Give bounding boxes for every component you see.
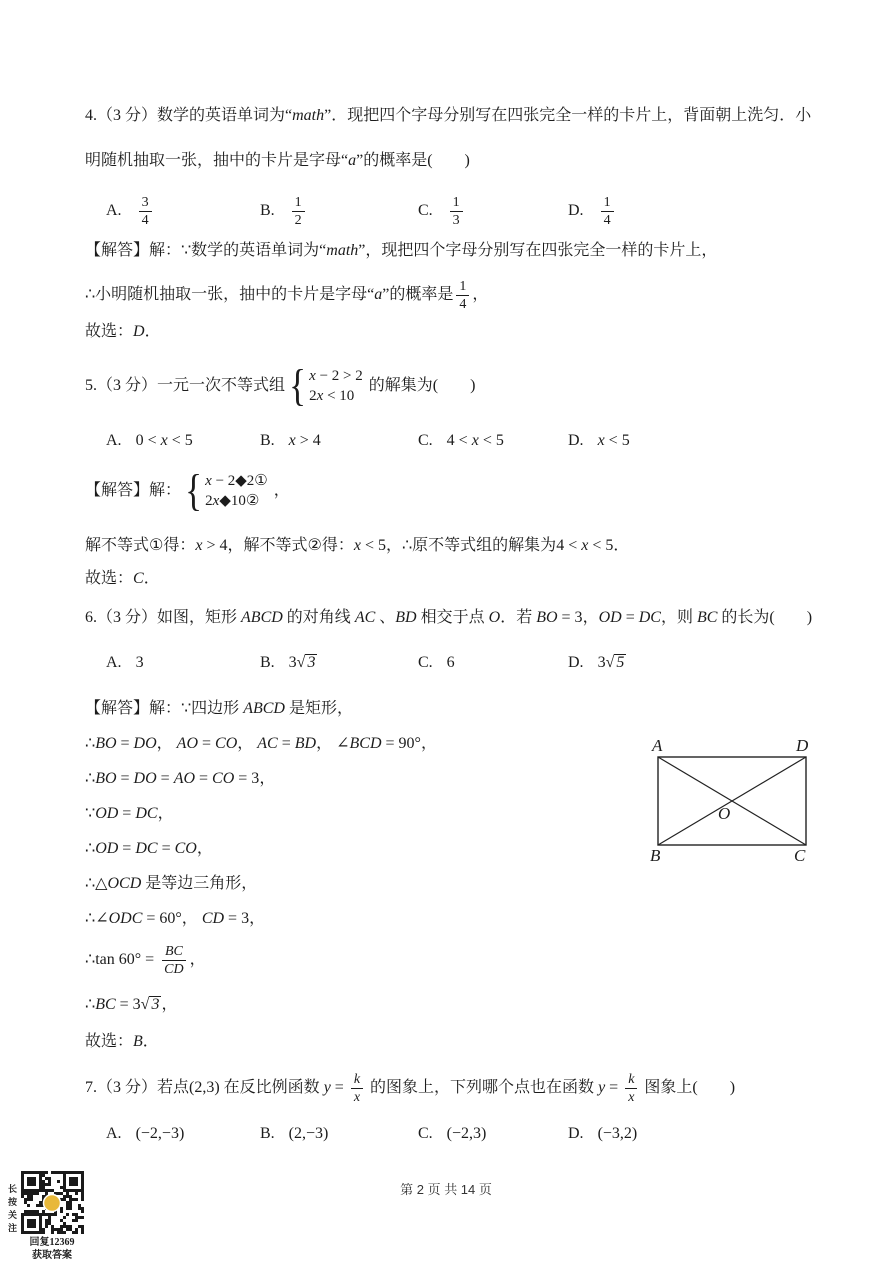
text-segment: < 5 — [478, 432, 504, 449]
text-segment: 0 < — [135, 432, 161, 449]
text-segment: a — [374, 286, 383, 303]
option-value — [289, 191, 308, 231]
text-segment: ， — [157, 805, 174, 822]
text-segment: 3 — [597, 654, 606, 671]
option-value — [447, 648, 455, 678]
text-segment: x — [195, 537, 203, 554]
text-segment: ，解不等式②得： — [227, 537, 354, 554]
text-segment: 、 — [375, 609, 396, 626]
text-segment: ”的概率是( ) — [356, 152, 470, 169]
text-segment: 【解答】解：∵四边形 — [85, 700, 244, 717]
text-segment: ∵ — [85, 805, 96, 822]
text-segment: = 90° — [381, 735, 421, 752]
text-segment: 的图象上，下列哪个点也在函数 — [366, 1079, 599, 1096]
option-value — [447, 429, 504, 453]
text-segment — [205, 471, 268, 491]
text-segment: DO — [133, 770, 157, 787]
q6-option-c — [418, 648, 455, 678]
text-segment: = — [118, 840, 136, 857]
text-segment: = 60° — [142, 910, 182, 927]
option-value — [136, 191, 155, 231]
text-segment: ”．现把四个字母分别写在四张完全一样的卡片上，背面朝上洗匀．小 — [324, 107, 812, 124]
text-segment: = — [115, 996, 133, 1013]
text-segment: √ — [296, 654, 306, 671]
text-segment: BC — [95, 996, 116, 1013]
text-segment: ODC — [108, 910, 143, 927]
option-value — [289, 648, 318, 678]
q4-stem-line-1 — [85, 104, 875, 128]
option-letter: A. — [106, 202, 122, 219]
text-segment: 1 — [450, 194, 463, 212]
option-value — [136, 429, 193, 453]
text-segment: C — [133, 570, 144, 587]
text-segment: 6 — [446, 654, 455, 671]
text-segment — [289, 654, 318, 671]
text-segment: > 4 — [295, 432, 321, 449]
text-segment: ∠ — [336, 735, 350, 752]
text-segment: 3 — [139, 194, 152, 212]
text-segment: ． — [144, 323, 161, 340]
text-segment: ． — [143, 570, 160, 587]
text-segment: BC — [696, 609, 718, 626]
text-segment: 4 < — [556, 537, 582, 554]
q5-solution-line-2 — [85, 534, 875, 558]
option-letter: D. — [568, 654, 584, 671]
q6-option-d — [568, 648, 626, 678]
text-segment: 7.（3 分）若点 — [85, 1079, 190, 1096]
text-segment: D — [133, 323, 145, 340]
option-letter: B. — [260, 432, 275, 449]
text-segment: 4 — [603, 212, 611, 228]
text-segment: x — [309, 368, 316, 385]
text-segment: 3 — [135, 654, 144, 671]
text-segment — [601, 194, 614, 229]
text-segment: 是矩形， — [284, 700, 353, 717]
qr-center-logo — [44, 1195, 61, 1212]
text-segment: < 5 — [588, 537, 614, 554]
text-segment: = — [198, 735, 216, 752]
text-segment: (2,−3) — [288, 1125, 329, 1142]
q6-solution-line-8 — [85, 939, 875, 981]
text-segment: = — [116, 770, 134, 787]
text-segment — [456, 278, 469, 313]
text-segment: ，∴原不等式组的解集为 — [386, 537, 557, 554]
q6-solution-line-1 — [85, 697, 875, 721]
text-segment: < 5 — [360, 537, 386, 554]
q6-options-row — [85, 648, 875, 678]
figure-label-d: D — [796, 736, 809, 755]
text-segment: 3 — [132, 996, 141, 1013]
text-segment: ， — [156, 735, 177, 752]
text-segment: ， — [249, 910, 266, 927]
text-segment: CD — [164, 961, 184, 977]
q4-solution-line-1 — [85, 239, 875, 263]
text-segment: 4 — [459, 296, 467, 312]
q4-option-d — [568, 191, 617, 231]
figure-label-a: A — [652, 736, 663, 755]
text-segment: − 2 > 2 — [315, 368, 363, 385]
text-segment: 的长为( ) — [717, 609, 813, 626]
text-segment: ， — [181, 910, 202, 927]
option-value — [598, 648, 627, 678]
text-segment: { — [289, 361, 307, 411]
text-segment: BO — [95, 770, 117, 787]
text-segment: = 3 — [234, 770, 260, 787]
text-segment: = — [118, 805, 136, 822]
q7-option-d — [568, 1122, 637, 1146]
q4-stem-line-2 — [85, 149, 875, 173]
text-segment: 1 — [456, 278, 469, 296]
text-segment: 故选： — [85, 570, 134, 587]
page-footer: 第 2 页 共 14 页 — [400, 1182, 492, 1197]
text-segment: ∴小明随机抽取一张，抽中的卡片是字母“ — [85, 286, 375, 303]
text-segment: O — [488, 609, 501, 626]
q5-option-a — [106, 429, 193, 453]
text-segment: 3 — [288, 654, 297, 671]
text-segment — [351, 1071, 363, 1106]
text-segment — [292, 194, 305, 229]
q5-stem-line — [85, 362, 875, 410]
text-segment — [161, 943, 186, 978]
text-segment: x — [353, 537, 361, 554]
text-segment: BCD — [349, 735, 382, 752]
text-segment: ∴ — [85, 951, 96, 968]
text-segment: BD — [294, 735, 317, 752]
text-segment: 3 — [452, 212, 460, 228]
q6-option-b — [260, 648, 317, 678]
text-segment: 的对角线 — [282, 609, 355, 626]
q6-option-a — [106, 648, 144, 678]
text-segment: > 4 — [202, 537, 228, 554]
q5-option-d — [568, 429, 630, 453]
text-segment: ◆10② — [219, 493, 260, 510]
text-segment: 2 — [294, 212, 302, 228]
q4-solution-line-2 — [85, 275, 875, 315]
q6-answer-line — [85, 1030, 875, 1054]
text-segment: BO — [95, 735, 117, 752]
option-letter: B. — [260, 1125, 275, 1142]
text-segment — [309, 366, 363, 386]
text-segment: ． — [613, 537, 630, 554]
text-segment: ∴ — [85, 996, 96, 1013]
text-segment: 是等边三角形， — [141, 875, 258, 892]
text-segment: ， — [472, 286, 489, 303]
text-segment: 【解答】解： — [85, 482, 182, 499]
text-segment: ， — [269, 482, 290, 499]
text-segment: 解不等式①得： — [85, 537, 196, 554]
q4-option-c — [418, 191, 466, 231]
option-letter: D. — [568, 432, 584, 449]
text-segment: 1 — [601, 194, 614, 212]
q6-solution-line-9 — [85, 993, 875, 1017]
text-segment: √ — [140, 996, 150, 1013]
text-segment: AC — [257, 735, 278, 752]
text-segment: tan 60° = — [95, 951, 159, 968]
text-segment: AO — [173, 770, 196, 787]
text-segment: a — [348, 152, 357, 169]
option-value — [598, 191, 617, 231]
text-segment: 1 — [292, 194, 305, 212]
text-segment: 故选： — [85, 1033, 134, 1050]
text-segment: (−2,−3) — [135, 1125, 185, 1142]
text-segment: ∴△ — [85, 875, 108, 892]
text-segment: = — [156, 770, 174, 787]
option-value — [136, 648, 144, 678]
text-segment: OD — [95, 840, 119, 857]
option-value — [598, 429, 630, 453]
text-segment — [450, 194, 463, 229]
text-segment: (−3,2) — [597, 1125, 638, 1142]
text-segment — [205, 491, 268, 511]
text-segment: 故选： — [85, 323, 134, 340]
text-segment: 5 — [616, 654, 625, 671]
option-value — [289, 1122, 329, 1146]
text-segment: = — [330, 1079, 348, 1096]
text-segment: x — [581, 537, 589, 554]
option-value — [136, 1122, 185, 1146]
figure-label-o: O — [718, 804, 731, 823]
text-segment: DC — [638, 609, 661, 626]
text-segment: CD — [201, 910, 225, 927]
text-segment: x — [205, 473, 212, 490]
option-letter: C. — [418, 654, 433, 671]
text-segment: y — [323, 1079, 331, 1096]
option-letter: B. — [260, 202, 275, 219]
text-segment: CO — [215, 735, 238, 752]
text-segment: x — [160, 432, 168, 449]
text-segment: ， — [420, 735, 437, 752]
q5-options-row — [85, 429, 875, 453]
text-segment: = — [157, 840, 175, 857]
text-segment: x — [353, 1089, 361, 1105]
text-segment: CO — [174, 840, 197, 857]
q4-option-a — [106, 191, 155, 231]
text-segment: (−2,3) — [446, 1125, 487, 1142]
q7-option-b — [260, 1122, 328, 1146]
q5-solution-line-1 — [85, 467, 875, 515]
option-value — [447, 1122, 487, 1146]
text-segment — [183, 466, 268, 516]
text-segment: = — [116, 735, 134, 752]
q6-solution-line-6 — [85, 872, 875, 896]
text-segment: x — [471, 432, 479, 449]
qr-code — [20, 1170, 84, 1236]
text-segment: 4 — [141, 212, 149, 228]
qr-caption-line-1: 回复12369 — [29, 1237, 75, 1248]
text-segment: ∴ — [85, 840, 96, 857]
q4-answer-line — [85, 320, 875, 344]
option-letter: C. — [418, 202, 433, 219]
text-segment: x — [212, 493, 220, 510]
text-segment: 6.（3 分）如图，矩形 — [85, 609, 242, 626]
text-segment: BO — [536, 609, 558, 626]
text-segment: OCD — [107, 875, 142, 892]
text-segment: 图象上( ) — [640, 1079, 736, 1096]
text-segment — [133, 996, 162, 1013]
figure-label-b: B — [650, 846, 661, 865]
text-segment: 2 — [205, 493, 213, 510]
q5-option-b — [260, 429, 321, 453]
text-segment: ∠ — [95, 910, 109, 927]
text-segment: = — [605, 1079, 623, 1096]
text-segment: = — [277, 735, 295, 752]
text-segment: ， — [237, 735, 258, 752]
text-segment: y — [598, 1079, 606, 1096]
text-segment: math — [292, 107, 325, 124]
text-segment: 3 — [307, 654, 316, 671]
text-segment — [625, 1071, 637, 1106]
figure-label-c: C — [794, 846, 806, 865]
text-segment: ABCD — [243, 700, 285, 717]
option-letter: B. — [260, 654, 275, 671]
text-segment: BC — [162, 943, 186, 961]
option-value — [447, 191, 466, 231]
text-segment — [598, 654, 627, 671]
text-segment: √ — [605, 654, 615, 671]
q6-rectangle-figure — [648, 735, 820, 865]
text-segment: 5.（3 分）一元一次不等式组 — [85, 377, 286, 394]
option-letter: A. — [106, 432, 122, 449]
text-segment: x — [288, 432, 296, 449]
text-segment: 相交于点 — [416, 609, 489, 626]
text-segment: DC — [135, 840, 158, 857]
q6-solution-line-7 — [85, 907, 875, 931]
text-segment: math — [326, 242, 359, 259]
q7-option-c — [418, 1122, 486, 1146]
qr-caption-line-2: 获取答案 — [32, 1250, 72, 1261]
text-segment: ”的概率是 — [382, 286, 454, 303]
text-segment — [309, 386, 363, 406]
text-segment: 3 — [151, 996, 160, 1013]
option-value — [598, 1122, 638, 1146]
text-segment: < 5 — [167, 432, 193, 449]
text-segment: k — [351, 1071, 363, 1089]
q7-stem-line — [85, 1065, 875, 1111]
text-segment: 4 < — [446, 432, 472, 449]
option-letter: A. — [106, 654, 122, 671]
text-segment: 【解答】解：∵数学的英语单词为“ — [85, 242, 327, 259]
text-segment: 4.（3 分）数学的英语单词为“ — [85, 107, 293, 124]
option-letter: A. — [106, 1125, 122, 1142]
q7-option-a — [106, 1122, 184, 1146]
text-segment: ， — [189, 951, 206, 968]
text-segment: x — [597, 432, 605, 449]
text-segment: − 2◆2① — [211, 473, 268, 490]
text-segment: ∴ — [85, 735, 96, 752]
text-segment: k — [625, 1071, 637, 1089]
text-segment: = — [621, 609, 639, 626]
text-segment: (2,3) — [189, 1079, 220, 1096]
q6-stem-line — [85, 606, 875, 630]
text-segment — [287, 361, 363, 411]
qr-side-text: 长按关注 — [7, 1184, 17, 1236]
text-segment — [309, 366, 363, 406]
text-segment: ， — [316, 735, 337, 752]
text-segment: ，则 — [660, 609, 697, 626]
text-segment: ABCD — [241, 609, 283, 626]
text-segment: AC — [354, 609, 376, 626]
text-segment: < 5 — [604, 432, 630, 449]
option-value — [289, 429, 321, 453]
q5-answer-line — [85, 567, 875, 591]
text-segment: ． — [142, 1033, 159, 1050]
text-segment: = 3 — [224, 910, 250, 927]
text-segment: = 3 — [557, 609, 583, 626]
text-segment: 在反比例函数 — [219, 1079, 324, 1096]
text-segment: 明随机抽取一张，抽中的卡片是字母“ — [85, 152, 349, 169]
text-segment: ∴ — [85, 910, 96, 927]
text-segment — [205, 471, 268, 511]
option-letter: D. — [568, 202, 584, 219]
text-segment: ”，现把四个字母分别写在四张完全一样的卡片上， — [358, 242, 718, 259]
text-segment: { — [185, 466, 203, 516]
q4-option-b — [260, 191, 308, 231]
text-segment: 2 — [309, 388, 317, 405]
text-segment: CO — [212, 770, 235, 787]
text-segment: DC — [135, 805, 158, 822]
text-segment: x — [628, 1089, 635, 1105]
option-letter: C. — [418, 1125, 433, 1142]
text-segment: ．若 — [500, 609, 537, 626]
text-segment: OD — [598, 609, 622, 626]
text-segment: x — [316, 388, 324, 405]
text-segment: BD — [395, 609, 417, 626]
text-segment: ， — [582, 609, 599, 626]
text-segment: 的解集为( ) — [364, 377, 476, 394]
text-segment: < 10 — [323, 388, 355, 405]
q7-options-row — [85, 1122, 875, 1146]
text-segment: DO — [133, 735, 157, 752]
text-segment: AO — [176, 735, 198, 752]
text-segment: ， — [259, 770, 276, 787]
text-segment: = — [195, 770, 213, 787]
q5-option-c — [418, 429, 504, 453]
text-segment: OD — [95, 805, 119, 822]
q4-options-row — [85, 191, 875, 231]
option-letter: D. — [568, 1125, 584, 1142]
text-segment: ∴ — [85, 770, 96, 787]
text-segment: B — [133, 1033, 143, 1050]
text-segment — [139, 194, 152, 229]
text-segment: ， — [196, 840, 213, 857]
text-segment: ， — [161, 996, 178, 1013]
option-letter: C. — [418, 432, 433, 449]
